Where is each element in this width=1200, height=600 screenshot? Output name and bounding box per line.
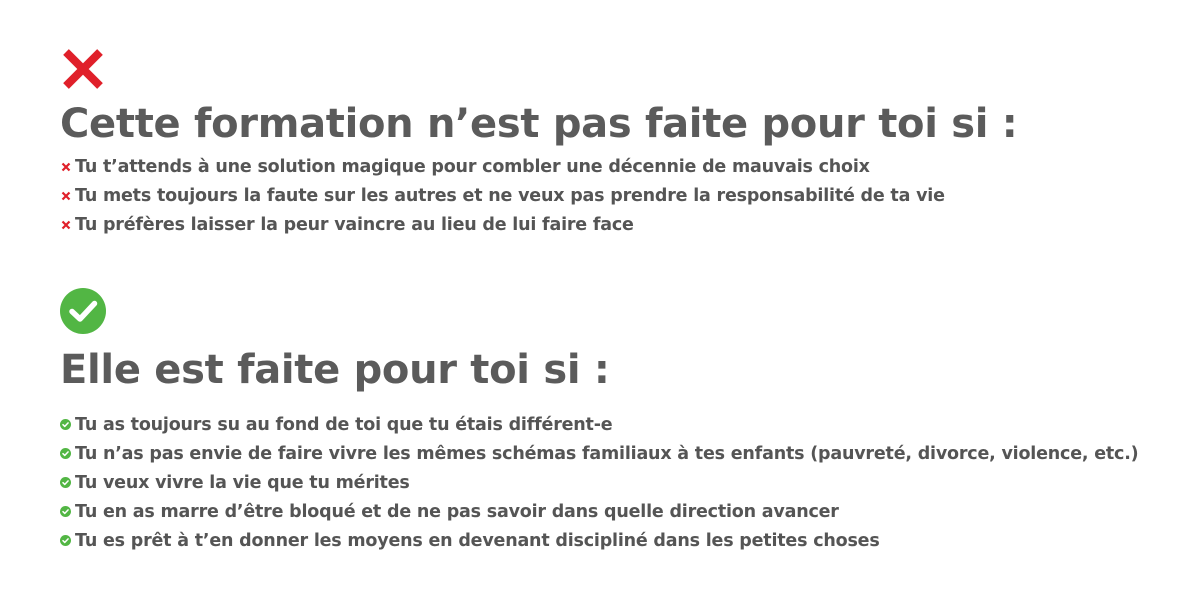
list-item-text: Tu préfères laisser la peur vaincre au lieu de lui faire face	[75, 214, 634, 235]
small-cross-icon	[60, 161, 72, 173]
list-item	[60, 526, 1138, 555]
green-check-circle-icon	[60, 288, 106, 334]
list-item-text: Tu t’attends à une solution magique pour combler une décennie de mauvais choix	[75, 156, 870, 177]
list-item	[60, 152, 1018, 181]
small-check-circle-icon	[60, 535, 71, 546]
small-check-circle-icon	[60, 448, 71, 459]
list-item-text: Tu veux vivre la vie que tu mérites	[75, 472, 410, 493]
not-for-you-heading: Cette formation n’est pas faite pour toi si :	[60, 101, 1018, 147]
small-cross-icon	[60, 190, 72, 202]
list-item	[60, 181, 1018, 210]
small-check-circle-icon	[60, 506, 71, 517]
small-check-circle-icon	[60, 477, 71, 488]
list-item-text: Tu as toujours su au fond de toi que tu étais différent-e	[75, 414, 613, 435]
list-item	[60, 439, 1138, 468]
red-cross-icon	[60, 46, 106, 92]
for-you-section	[60, 288, 1138, 555]
list-item-text: Tu mets toujours la faute sur les autres et ne veux pas prendre la responsabilité de ta vie	[75, 185, 945, 206]
list-item-text: Tu n’as pas envie de faire vivre les mêmes schémas familiaux à tes enfants (pauvreté, divorce, violence, etc.)	[75, 443, 1139, 464]
list-item-text: Tu en as marre d’être bloqué et de ne pas savoir dans quelle direction avancer	[75, 501, 839, 522]
list-item	[60, 468, 1138, 497]
small-check-circle-icon	[60, 419, 71, 430]
not-for-you-section	[60, 46, 1018, 239]
list-item-text: Tu es prêt à t’en donner les moyens en devenant discipliné dans les petites choses	[75, 530, 880, 551]
list-item	[60, 210, 1018, 239]
list-item	[60, 497, 1138, 526]
for-you-heading: Elle est faite pour toi si :	[60, 347, 610, 393]
not-for-you-list	[60, 152, 1018, 239]
for-you-list	[60, 410, 1138, 555]
small-cross-icon	[60, 219, 72, 231]
list-item	[60, 410, 1138, 439]
